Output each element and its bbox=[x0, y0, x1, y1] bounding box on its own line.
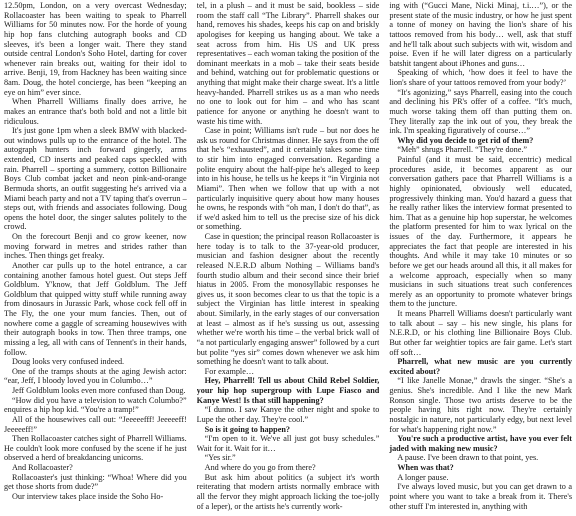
body-paragraph: Then Rollacoaster catches sight of Pharrell Williams. He couldn't look more confused by the scene if he just observed a herd of breakdancing unicorns. bbox=[4, 434, 187, 463]
body-paragraph: But ask him about politics (a subject it's worth reiterating that modern artists normally embrace with all the fervor they might approach licking the toe-jolly of a leper), or the artists he's currently work- bbox=[196, 472, 380, 511]
body-paragraph: On the forecourt Benji and co grow keener, now moving forward in metres and strides rather than inches. Then things get freaky. bbox=[4, 232, 187, 261]
body-paragraph: Jeff Goldblum looks even more confused than Doug. bbox=[12, 386, 186, 395]
body-paragraph: “Yes sir.” bbox=[204, 453, 236, 463]
question-paragraph: Why did you decide to get rid of them? bbox=[397, 135, 534, 145]
question-paragraph: Pharrell, what new music are you currently excited about? bbox=[389, 357, 573, 376]
body-paragraph: Speaking of which, ‘how does it feel to have the lion's share of your tattoos removed from your body?’ bbox=[389, 68, 573, 87]
body-paragraph: “How did you have a television to watch Columbo?” enquires a hip hop kid. “You're a tramp!” bbox=[4, 395, 187, 415]
body-paragraph: Our interview takes place inside the Soho Ho- bbox=[12, 491, 164, 501]
article-column-1 bbox=[4, 1, 187, 516]
body-paragraph: And where do you go from there? bbox=[204, 463, 316, 472]
body-paragraph: 12.50pm, London, on a very overcast Wednesday; Rollacoaster has been waiting to speak to Pharrell Williams for 50 minutes now. For the horde of young hip hop fans clutching autograph books and CD sleeves, it's been a longer wait. There they stand outside central London's Soho Hotel, darting for cover whenever rain breaks out, waiting for their idol to arrive. Benji, 19, from Hackney has been waiting since 8am. Doug, the hotel concierge, has been “keeping an eye on him” ever since. bbox=[4, 1, 187, 97]
article-column-3 bbox=[389, 1, 572, 516]
body-paragraph: A longer pause. bbox=[397, 472, 449, 482]
body-paragraph: Another car pulls up to the hotel entrance, a car containing another famous hotel guest. Out steps Jeff Goldblum. Y'know, that Jeff Goldblum. The Jeff Goldblum that quipped witty stuff while running away from dinosaurs in Jurassic Park, whose cock fell off in The Fly, the one your mum fancies. Then, out of nowhere come a gaggle of screaming housewives with their autograph books in tow. Then three tramps, one missing a leg, all with cans of Tennent's in their hands, follow. bbox=[4, 260, 187, 357]
body-paragraph: Case in question; the principal reason Rollacoaster is here today is to talk to the 37-year-old producer, musician and fashion designer about the recently released N.E.R.D album Nothing – Williams band's fourth studio album and their second since their brief hiatus in 2005. From the monosyllabic responses he gives us, it soon becomes clear to us that the topic is a subject the Virginian has little interest in speaking about. Similarly, in the early stages of our conversation at least – almost as if he's sussing us out, assessing whether we're worth his time – the verbal brick wall of “a not particularly engaging answer” followed by a curt but polite “yes sir” comes down whenever we ask him something he doesn't want to talk about. bbox=[196, 232, 380, 367]
question-paragraph: When was that? bbox=[397, 463, 454, 472]
body-paragraph: tel, in a plush – and it must be said, bookless – side room the staff call “The Library”. Pharrell shakes our hand, removes his shades, keeps his cap on and briskly apologises for keeping us hanging about. We take a seat across from him. His US and UK press representatives – each woman taking the position of the dominant meerkats in a mob – take their seats beside and behind, watching out for problematic questions or anything that might make their charge sweat. It's a little heavy-handed. Pharrell strikes us as a man who needs no one to look out for him – and who has scant patience for anyone or anything he doesn't want to waste his time with. bbox=[196, 1, 380, 126]
question-paragraph: You're such a productive artist, have you ever felt jaded with making new music? bbox=[389, 434, 573, 453]
body-paragraph: Rollacoaster's just thinking: “Whoa! Where did you get those shorts from dude?” bbox=[4, 472, 187, 492]
article-column-2 bbox=[197, 1, 380, 516]
body-paragraph: “It's agonizing,” says Pharrell, easing into the couch and declining his PR's offer of a coffee. “It's much, much worse taking them off than putting them on. They literally zap the ink out of you, they break the ink. I'm speaking figuratively of course…” bbox=[389, 87, 573, 136]
body-paragraph: For example… bbox=[204, 366, 255, 376]
body-paragraph: ing with (“Gucci Mane, Nicki Minaj, t.i.…”), or the present state of the music industry, or how he just spent a tonne of money on having the lion's share of his tattoos removed from his body… well, ask that stuff and he'll talk about such subjects with wit, wisdom and poise. Even if he will later digress on a particularly batshit tangent about iPhones and guns… bbox=[389, 1, 573, 68]
body-paragraph: “I'm open to it. We've all just got busy schedules.” Wait for it. Wait for it… bbox=[196, 434, 380, 453]
body-paragraph: And Rollacoaster? bbox=[12, 463, 73, 472]
body-paragraph: Painful (and it must be said, eccentric) medical procedures aside, it becomes apparent as our conversation gathers pace that Pharrell Williams is a highly opinionated, obviously well educated, progressively thinking man. You'd hazard a guess that he really rather likes the interview format presented to him. That as a genuine hip hop superstar, he welcomes the platform presented for him to wax lyrical on the issues of the day. Furthermore, it appears he appreciates the fact that people are interested in his thoughts. And while it may take 10 minutes or so before we get our heads around all this, it all makes for a welcome approach, especially when so many musicians in such situations treat such conferences merely as an opportunity to promote whatever brings them to the juncture. bbox=[389, 155, 573, 309]
question-paragraph: Hey, Pharrell! Tell us about Child Rebel Soldier, your hip hop supergroup with Lupe Fiasco and Kanye West! Is that still happening? bbox=[196, 376, 380, 405]
body-paragraph: Case in point; Williams isn't rude – but nor does he ask us round for Christmas dinner. He says from the off that he's “exhausted”, and it certainly takes some time to stir him into engaged conversation. Regarding a polite enquiry about the half-pipe he's alleged to keep into in his house, he tells us he keeps it “in Virginia not Miami”. Then when we follow that up with a not particularly inquisitive query about how many houses he owns, he responds with “oh man, I don't do that”, as if we'd asked him to tell us the precise size of his dick or something. bbox=[196, 126, 380, 232]
body-paragraph: It's just gone 1pm when a sleek BMW with blacked-out windows pulls up to the entrance of the hotel. The autograph hunters inch forward gingerly, arms extended, CD inserts and peaked caps speckled with rain. Pharrell – sporting a summery, cotton Billionaire Boys Club combat jacket and neon pink-and-orange Bermuda shorts, an outfit suggesting he's arrived via a Miami beach party and not a TV taping that's overrun – steps out, with friends and associates following. Doug opens the hotel door, the singer salutes politely to the crowd. bbox=[4, 126, 187, 232]
body-paragraph: One of the tramps shouts at the aging Jewish actor: “ear, Jeff, I bloody loved you in Columbo…” bbox=[4, 366, 187, 386]
body-paragraph: I've always loved music, but you can get drawn to a point where you want to take a break from it. There's other stuff I'm interested in, anything with bbox=[389, 482, 573, 511]
body-paragraph: “Meh” shrugs Pharrell. “They're done.” bbox=[397, 145, 528, 155]
body-paragraph: When Pharrell Williams finally does arrive, he makes an entrance that's both bold and not a little bit ridiculous. bbox=[4, 97, 187, 126]
question-paragraph: So is it going to happen? bbox=[204, 424, 290, 434]
body-paragraph: “I like Janelle Monae,” drawls the singer. “She's a genius. She's incredible. And I like the new Mark Ronson single. Those two artists deserve to be the people having hits right now. They're certainly nostalgic in nature, not particularly edgy, but next level for what's happening right now.” bbox=[389, 376, 573, 434]
body-paragraph: It means Pharrell Williams doesn't particularly want to talk about – say – his new single, his plans for N.E.R.D, or his clothing line Billionaire Boys Club. But other far weightier topics are fair game. Let's start off soft… bbox=[389, 309, 573, 357]
body-paragraph: A pause. I've been drawn to that point, yes. bbox=[397, 453, 539, 463]
body-paragraph: “I dunno. I saw Kanye the other night and spoke to Lupe the other day. They're cool.” bbox=[196, 405, 380, 424]
body-paragraph: All of the housewives call out: “Jeeeeefff! Jeeeeeff! Jeeeeeff!” bbox=[4, 414, 187, 434]
body-paragraph: Doug looks very confused indeed. bbox=[12, 357, 125, 367]
